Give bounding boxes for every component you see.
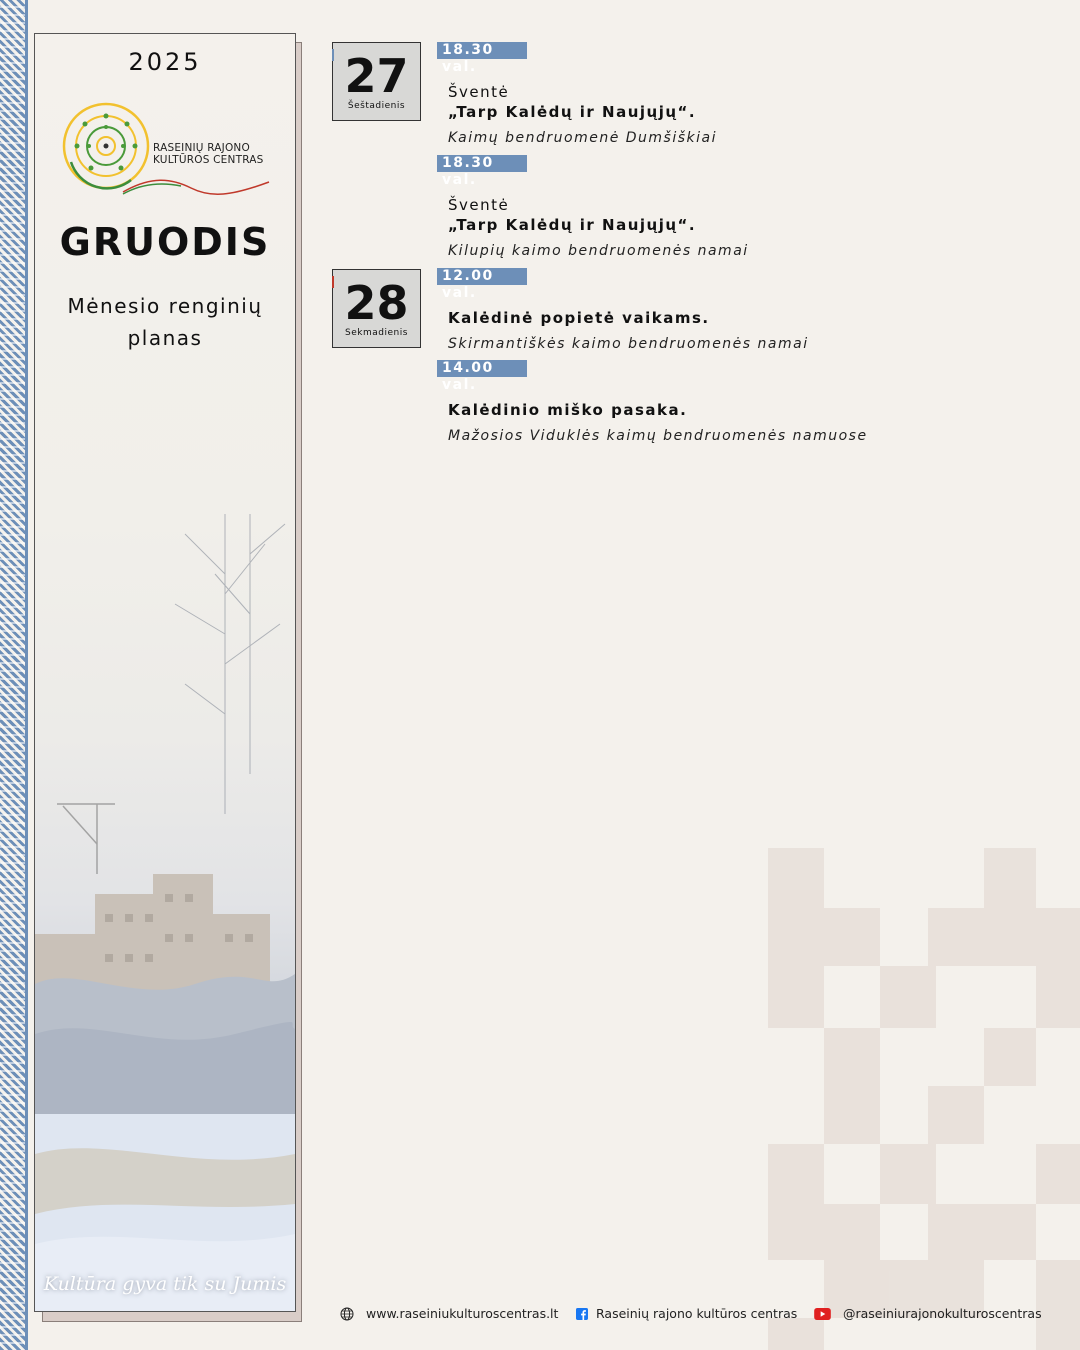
logo-line-2: KULTŪROS CENTRAS [153,154,264,166]
event-title: „Tarp Kalėdų ir Naujųjų“. [448,103,697,121]
website-link[interactable]: www.raseiniukulturoscentras.lt [366,1306,559,1321]
event-title: „Tarp Kalėdų ir Naujųjų“. [448,216,697,234]
folk-pattern-border [0,0,28,1350]
day-number: 27 [344,49,409,103]
date-box-day-2 [332,269,421,348]
logo-ribbon-icon [121,172,271,200]
date-box-day-1 [332,42,421,121]
day-number: 28 [344,276,409,330]
event-time: 14.00 val. [437,360,527,377]
logo [61,102,271,202]
event-time: 18.30 val. [437,155,527,172]
event-type: Šventė [448,83,510,101]
side-panel [34,33,296,1312]
event-place: Mažosios Viduklės kaimų bendruomenės namuose [448,428,868,444]
event-item [437,268,809,352]
footer-facebook[interactable] [576,1306,797,1321]
footer-website[interactable] [340,1306,558,1321]
day-weekday: Sekmadienis [345,328,408,338]
subtitle-line-1: Mėnesio renginių [67,294,263,318]
month-title: GRUODIS [59,220,271,264]
subtitle [35,290,295,354]
event-item [437,360,868,444]
slogan: Kultūra gyva tik su Jumis [43,1273,287,1295]
logo-text [153,142,264,166]
event-place: Kilupių kaimo bendruomenės namai [448,243,749,259]
logo-line-1: RASEINIŲ RAJONO [153,142,250,154]
youtube-icon [814,1308,831,1320]
facebook-link[interactable]: Raseinių rajono kultūros centras [596,1306,798,1321]
footer-youtube[interactable] [814,1306,1042,1321]
event-place: Skirmantiškės kaimo bendruomenės namai [448,336,809,352]
event-title: Kalėdinio miško pasaka. [448,401,688,419]
event-item [437,155,749,259]
event-title: Kalėdinė popietė vaikams. [448,309,710,327]
event-time: 18.30 val. [437,42,527,59]
event-place: Kaimų bendruomenė Dumšiškiai [448,130,717,146]
date-tick-2 [332,276,334,288]
folk-ornament-decoration [768,848,1080,1350]
youtube-link[interactable]: @raseiniurajonokulturoscentras [843,1306,1042,1321]
globe-icon [340,1307,354,1321]
winter-scene-image [35,514,295,1311]
event-item [437,42,717,146]
facebook-icon [576,1308,588,1320]
event-time: 12.00 val. [437,268,527,285]
event-type: Šventė [448,196,510,214]
subtitle-line-2: planas [127,326,203,350]
date-tick-1 [332,49,334,61]
year-label: 2025 [128,48,202,76]
day-weekday: Šeštadienis [347,101,406,111]
